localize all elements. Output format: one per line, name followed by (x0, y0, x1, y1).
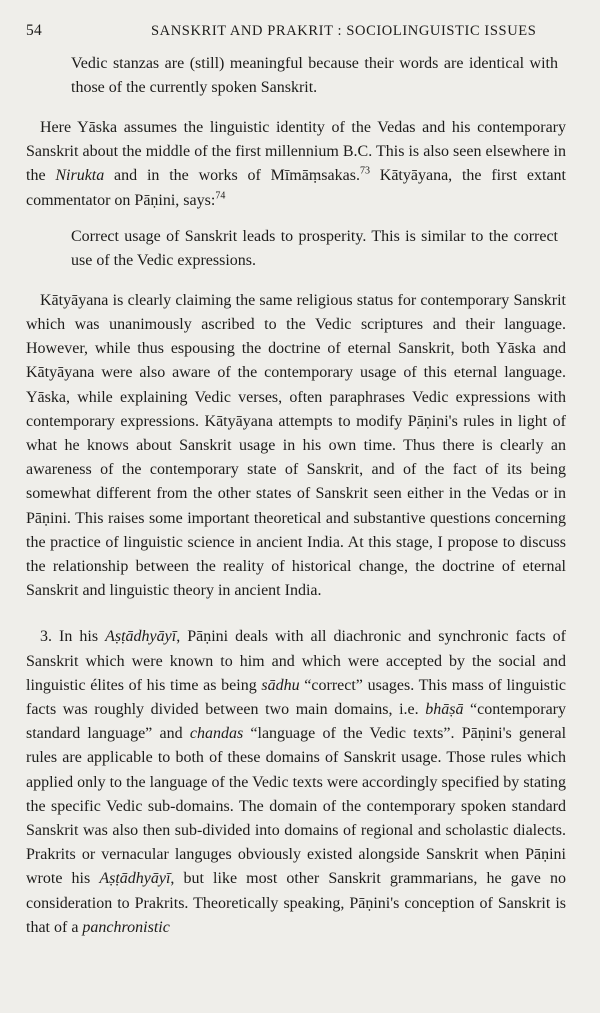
page-number: 54 (26, 22, 42, 39)
block-quote-vedic-stanzas: Vedic stanzas are (still) meaningful because their words are identical with those of the currently spoken Sanskrit. (71, 55, 558, 96)
footnote-ref-73[interactable]: 73 (359, 166, 370, 178)
paragraph-yaska: Here Yāska assumes the linguistic identity of the Vedas and his contemporary Sanskrit about the middle of the first millennium B.C. This is also seen elsewhere in the Nirukta and in the works of Mīmāṃsakas.$^{73}$ Kātyāyana, the first extant commentator on Pāṇini, says:$^{74}$ (26, 119, 567, 209)
term-ashtadhyayi: Aṣṭādhyāyī (105, 628, 177, 646)
term-sadhu: sādhu (261, 676, 300, 694)
paragraph-section-3: 3. In his Aṣṭādhyāyī, Pāṇini deals with all diachronic and synchronic facts of Sanskrit which were known to him and which were accepted by the social and linguistic élites of his time as being sādhu “correct” usages. This mass of linguistic facts was roughly divided between two main domains, i.e. bhāṣā “contemporary standard language” and chandas “language of the Vedic texts”. Pāṇini's general rules are applicable to both of these domains of Sanskrit usage. Those rules which applied only to the language of the Vedic texts were accordingly specified by stating the specific Vedic sub-domains. The domain of the contemporary spoken standard Sanskrit was also then sub-divided into domains of regional and scholastic dialects. Prakrits or vernacular languges obviously existed alongside Sanskrit when Pāṇini wrote his Aṣṭādhyāyī, but like most other Sanskrit grammarians, he gave no consideration to Prakrits. Theoretically speaking, Pāṇini's conception of Sanskrit is that of a panchronistic (26, 628, 567, 936)
term-ashtadhyayi-2: Aṣṭādhyāyī (99, 870, 171, 888)
term-panchronistic: panchronistic (82, 918, 170, 936)
term-chandas: chandas (189, 725, 244, 743)
running-head: SANSKRIT AND PRAKRIT : SOCIOLINGUISTIC ISSUES (151, 23, 537, 39)
footnote-ref-74[interactable]: 74 (215, 190, 226, 202)
term-nirukta: Nirukta (55, 167, 105, 185)
term-bhasa: bhāṣā (425, 701, 464, 719)
page-header (26, 22, 566, 40)
paragraph-katyayana: Kātyāyana is clearly claiming the same religious status for contemporary Sanskrit which was unanimously ascribed to the Vedic scriptures and their language. However, while thus espousing the doctrine of eternal Sanskrit, both Yāska and Kātyāyana were also aware of the contemporary usage of this eternal language. Yāska, while explaining Vedic verses, often paraphrases Vedic expressions with contemporary expressions. Kātyāyana attempts to modify Pāṇini's rules in light of what he knows about Sanskrit usage in his own time. Thus there is clearly an awareness of the contemporary state of Sanskrit, and of the fact of its being somewhat different from the other states of Sanskrit seen either in the Vedas or in Pāṇini. This raises some important theoretical and substantive questions concerning the practice of linguistic science in ancient India. At this stage, I propose to discuss the relationship between the reality of historical change, the doctrine of eternal Sanskrit and linguistic theory in ancient India. (26, 291, 566, 600)
block-quote-correct-usage: Correct usage of Sanskrit leads to prosperity. This is similar to the correct use of the Vedic expressions. (71, 227, 558, 269)
